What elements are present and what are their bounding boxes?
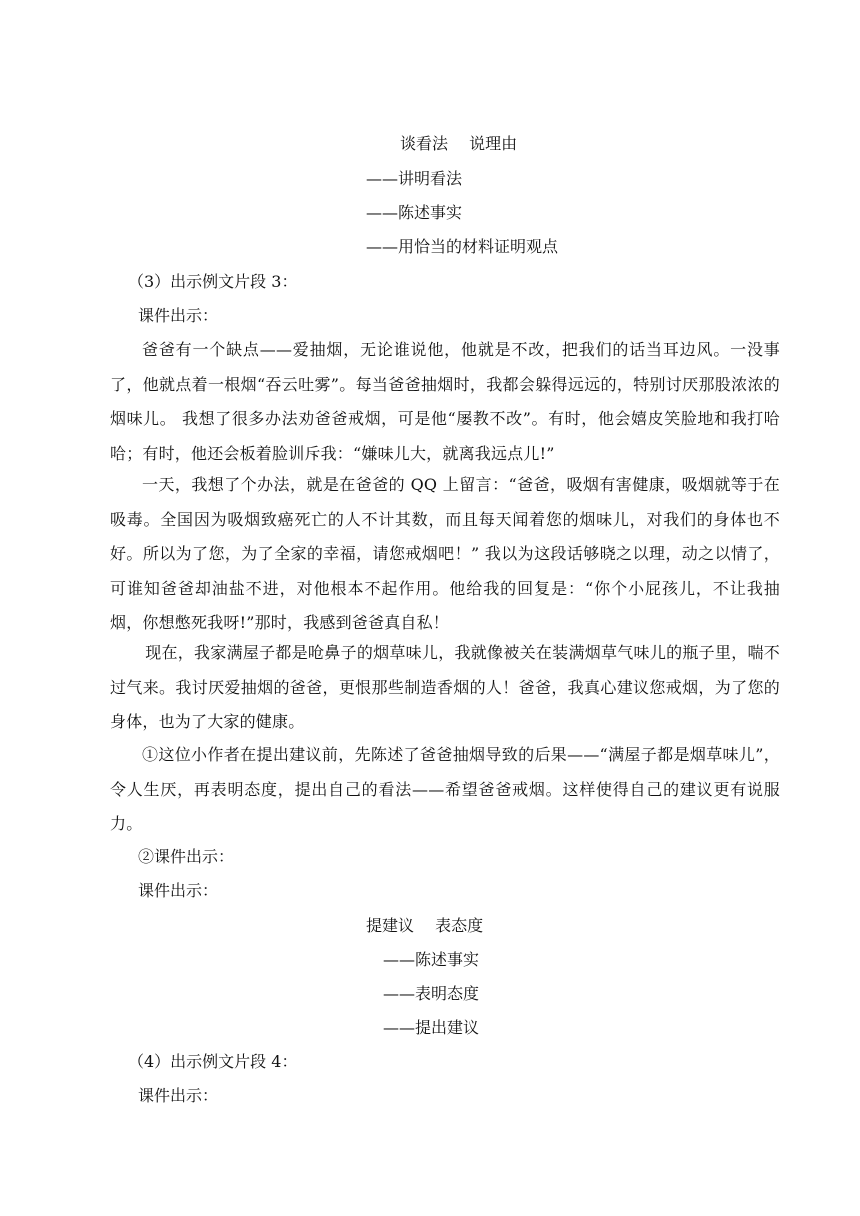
paragraph-1: 爸爸有一个缺点——爱抽烟，无论谁说他，他就是不改，把我们的话当耳边风。一没事了，他就点着一根烟“吞云吐雾”。每当爸爸抽烟时，我都会躲得远远的，特别讨厌那股浓浓的烟味儿。 我想了很多办法劝爸爸戒烟，可是他“屡教不改”。有时，他会嬉皮笑脸地和我打哈哈；有时，他还会板着脸训斥我：“嫌味儿大，就离我远点儿!” [110, 340, 780, 463]
section2-item-1: ——陈述事实 [383, 950, 480, 969]
excerpt3-label: （3）出示例文片段 3： [128, 272, 298, 291]
section2-title: 提建议 表态度 [366, 916, 484, 935]
section1-item-2: ——陈述事实 [366, 203, 463, 222]
courseware-label-3: 课件出示： [138, 881, 219, 900]
courseware-label-4: 课件出示： [138, 1086, 219, 1105]
excerpt4-label: （4）出示例文片段 4： [128, 1052, 298, 1071]
paragraph-4: ①这位小作者在提出建议前，先陈述了爸爸抽烟导致的后果——“满屋子都是烟草味儿”，令人生厌，再表明态度，提出自己的看法——希望爸爸戒烟。这样使得自己的建议更有说服力。 [110, 745, 780, 833]
paragraph-2: 一天，我想了个办法，就是在爸爸的 QQ 上留言：“爸爸，吸烟有害健康，吸烟就等于在吸毒。全国因为吸烟致癌死亡的人不计其数，而且每天闻着您的烟味儿，对我们的身体也不好。所以为了您，为了全家的幸福，请您戒烟吧！” 我以为这段话够晓之以理，动之以情了，可谁知爸爸却油盐不进，对他根本不起作用。他给我的回复是：“你个小屁孩儿，不让我抽烟，你想憋死我呀!”那时，我感到爸爸真自私！ [110, 475, 780, 632]
courseware-label-2: ②课件出示： [138, 847, 235, 866]
paragraph-3: 现在，我家满屋子都是呛鼻子的烟草味儿，我就像被关在装满烟草气味儿的瓶子里，喘不过气来。我讨厌爱抽烟的爸爸，更恨那些制造香烟的人！爸爸，我真心建议您戒烟，为了您的身体，也为了大家的健康。 [110, 643, 780, 731]
section2-item-3: ——提出建议 [383, 1018, 480, 1037]
section1-title: 谈看法 说理由 [400, 134, 518, 153]
section1-item-1: ——讲明看法 [366, 169, 463, 188]
section2-item-2: ——表明态度 [383, 984, 480, 1003]
courseware-label-1: 课件出示： [138, 306, 219, 325]
section1-item-3: ——用恰当的材料证明观点 [366, 237, 559, 256]
